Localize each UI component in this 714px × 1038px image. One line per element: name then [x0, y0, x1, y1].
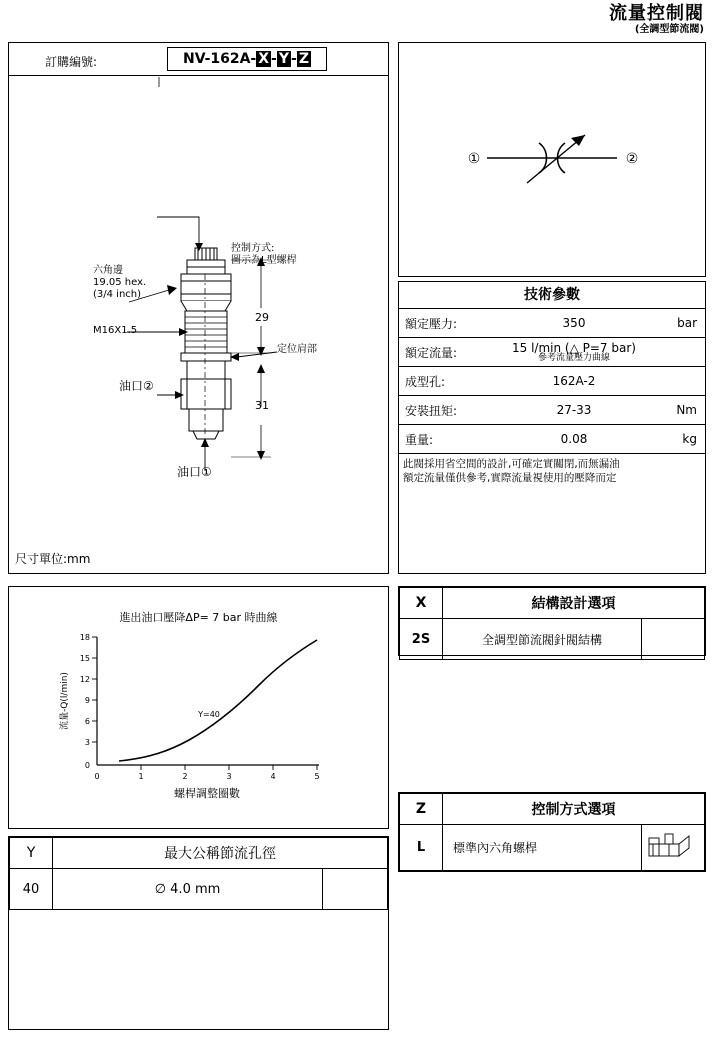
chart-annotation: Y=40 — [198, 710, 220, 719]
throttle-valve-symbol — [399, 43, 705, 276]
order-z-code: Z — [298, 51, 309, 67]
units-note: 尺寸單位:mm — [15, 552, 91, 566]
z-option-row-code: L — [400, 825, 443, 871]
spec-name-weight: 重量: — [399, 425, 497, 454]
chart-curve — [119, 640, 317, 761]
y-option-code-header: Y — [10, 838, 53, 869]
svg-text:0: 0 — [94, 772, 100, 781]
spec-value-cavity: 162A-2 — [497, 367, 651, 396]
spec-table — [399, 309, 705, 454]
chart-y-axis-label: 流量-Q(l/min) — [60, 672, 70, 730]
label-hex-line2: 19.05 hex. — [93, 277, 147, 288]
x-option-row-desc: 全調型節流閥針閥結構 — [443, 619, 642, 660]
spec-value-weight: 0.08 — [497, 425, 651, 454]
order-divider — [9, 75, 388, 76]
y-option-row-extra — [323, 869, 388, 910]
spec-value-rated-pressure: 350 — [497, 309, 651, 338]
label-control-type-line2: 圖示為L型螺桿 — [231, 255, 297, 266]
svg-text:5: 5 — [314, 772, 320, 781]
label-hex-line3: (3/4 inch) — [93, 289, 142, 300]
x-option-panel — [398, 586, 706, 656]
spec-note — [399, 454, 705, 485]
x-option-row-image-cell — [642, 619, 705, 660]
label-control-type-line1: 控制方式: — [231, 243, 275, 254]
table-row — [10, 838, 388, 869]
spec-value-torque: 27-33 — [497, 396, 651, 425]
x-option-table — [399, 587, 705, 660]
order-dash-1: - — [271, 51, 277, 67]
order-number-label: 訂購編號: — [45, 55, 98, 69]
spec-note-line-1: 此閥採用省空間的設計,可確定實關閉,而無漏油 — [403, 458, 620, 470]
spec-note-line-2: 額定流量僅供參考,實際流量視使用的壓降而定 — [403, 472, 617, 484]
spec-unit-rated-flow — [651, 338, 705, 367]
table-row — [10, 869, 388, 910]
spec-name-torque: 安裝扭矩: — [399, 396, 497, 425]
z-option-row-image-cell — [642, 825, 705, 871]
label-hex-line1: 六角邊 — [93, 265, 123, 276]
table-row — [399, 396, 705, 425]
z-option-panel — [398, 792, 706, 872]
spec-unit-weight: kg — [651, 425, 705, 454]
svg-text:0: 0 — [84, 761, 90, 770]
spec-unit-rated-pressure: bar — [651, 309, 705, 338]
drawing-panel — [8, 42, 389, 574]
page-title — [609, 4, 704, 36]
symbol-port-2-text: ② — [625, 151, 639, 167]
svg-text:12: 12 — [79, 675, 90, 684]
table-row — [399, 367, 705, 396]
svg-text:3: 3 — [84, 738, 90, 747]
hydraulic-symbol-panel — [398, 42, 706, 277]
doc-title-main: 流量控制閥 — [609, 3, 704, 24]
dimension-31: 31 — [255, 399, 269, 412]
chart-x-ticks — [94, 772, 319, 781]
dimension-29: 29 — [255, 311, 269, 324]
svg-text:18: 18 — [79, 633, 90, 642]
svg-text:3: 3 — [226, 772, 232, 781]
table-row — [400, 588, 705, 619]
table-row — [399, 309, 705, 338]
z-option-title: 控制方式選項 — [443, 794, 705, 825]
y-option-panel — [8, 836, 389, 1030]
spec-unit-cavity — [651, 367, 705, 396]
label-locating-shoulder: 定位肩部 — [277, 344, 317, 355]
table-row — [399, 338, 705, 367]
spec-name-rated-pressure: 額定壓力: — [399, 309, 497, 338]
table-row — [400, 619, 705, 660]
y-option-row-desc: ∅ 4.0 mm — [53, 869, 323, 910]
x-option-row-code: 2S — [400, 619, 443, 660]
y-option-table — [9, 837, 388, 910]
svg-text:2: 2 — [182, 772, 188, 781]
y-option-row-code: 40 — [10, 869, 53, 910]
spec-value-rated-flow-main: 15 l/min (△ P=7 bar) — [512, 341, 636, 355]
label-port-1: 油口① — [177, 465, 212, 479]
svg-text:15: 15 — [79, 654, 90, 663]
chart-y-ticks — [80, 633, 90, 770]
svg-text:6: 6 — [84, 717, 90, 726]
order-y-code: Y — [278, 51, 289, 67]
z-option-row-desc: 標準內六角螺桿 — [443, 825, 642, 871]
spec-unit-torque: Nm — [651, 396, 705, 425]
symbol-port-1-text: ① — [467, 151, 481, 167]
svg-text:4: 4 — [270, 772, 276, 781]
table-row — [400, 794, 705, 825]
label-thread-m16: M16X1.5 — [93, 325, 138, 336]
flow-curve-panel — [8, 586, 389, 829]
x-option-title: 結構設計選項 — [443, 588, 705, 619]
spec-name-cavity: 成型孔: — [399, 367, 497, 396]
order-dash-2: - — [291, 51, 297, 67]
x-option-code-header: X — [400, 588, 443, 619]
chart-x-axis-label: 螺桿調整圈數 — [174, 787, 240, 800]
spec-value-rated-flow-sub: 參考流量壓力曲線 — [537, 353, 610, 363]
spec-value-rated-flow — [497, 338, 651, 367]
z-option-code-header: Z — [400, 794, 443, 825]
spec-name-rated-flow: 額定流量: — [399, 338, 497, 367]
spec-panel — [398, 281, 706, 574]
order-x-code: X — [258, 51, 270, 67]
chart-title: 進出油口壓降ΔP= 7 bar 時曲線 — [119, 611, 278, 624]
table-row — [400, 825, 705, 871]
table-row — [399, 425, 705, 454]
svg-text:1: 1 — [138, 772, 144, 781]
order-prefix: NV-162A- — [183, 51, 257, 67]
svg-text:9: 9 — [84, 696, 90, 705]
z-option-table — [399, 793, 705, 871]
order-number-code — [167, 47, 327, 71]
doc-title-sub: (全調型節流閥) — [634, 24, 704, 35]
flow-curve-chart — [9, 627, 388, 827]
hex-key-icon — [643, 826, 701, 866]
spec-title: 技術參數 — [399, 282, 705, 309]
y-option-title: 最大公稱節流孔徑 — [53, 838, 388, 869]
label-port-2: 油口② — [119, 379, 154, 393]
